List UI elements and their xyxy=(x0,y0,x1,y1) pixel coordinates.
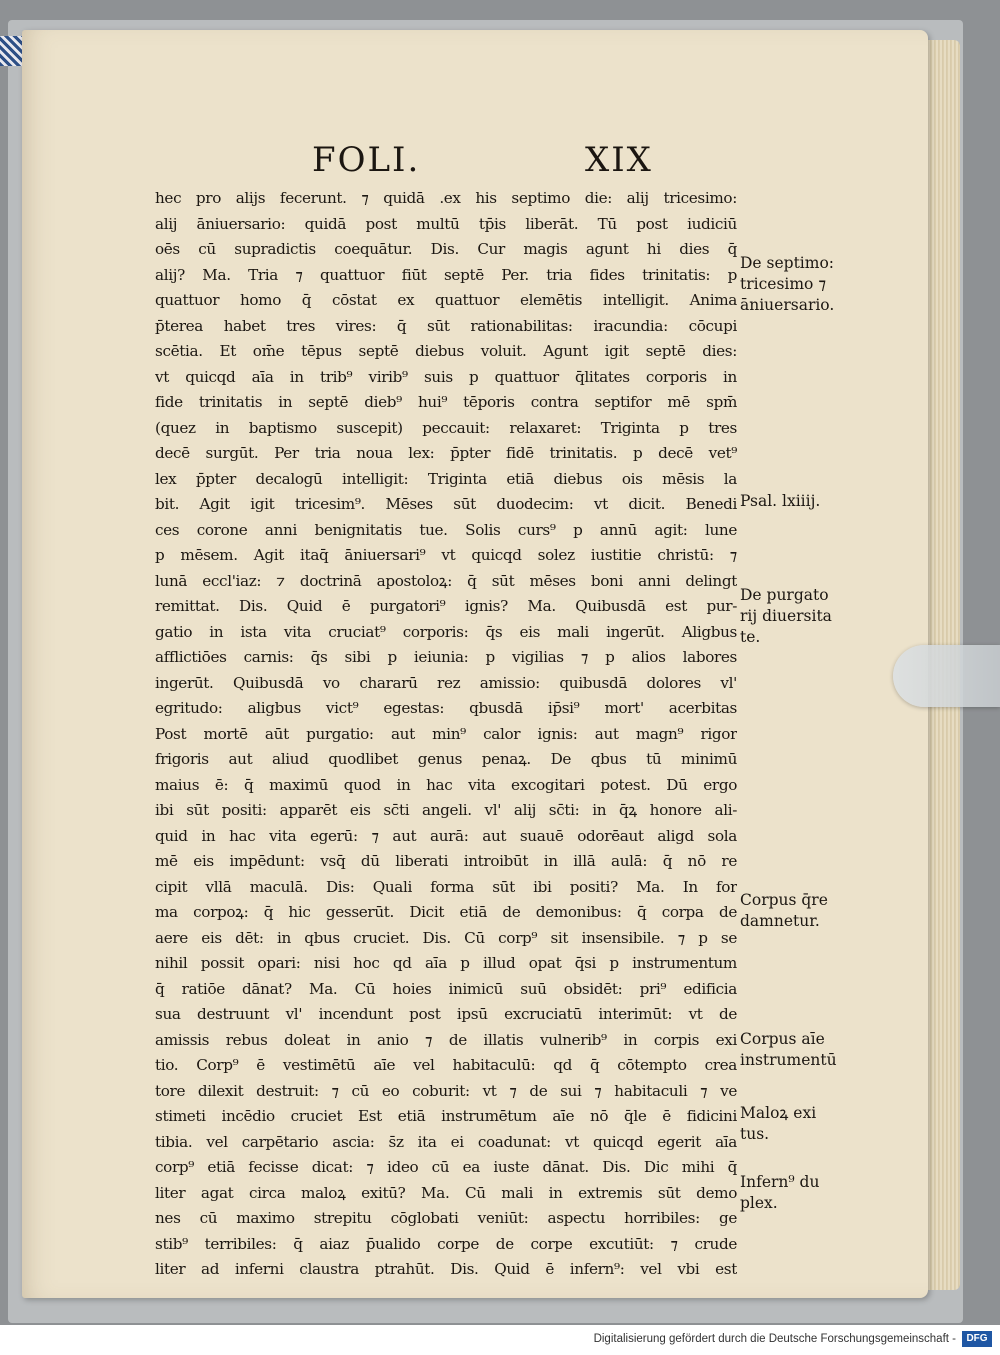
marginal-note xyxy=(740,1103,870,1145)
text-line: corp⁹ etiā fecisse dicat: ⁊ ideo cū ea iuste dānat. Dis. Dic mihi q̄ xyxy=(155,1158,737,1176)
marginal-note xyxy=(740,491,870,512)
text-line: vt quicqd aīa in trib⁹ virib⁹ suis p quattuor q̄litates corporis in xyxy=(155,367,737,386)
footer-credit: Digitalisierung gefördert durch die Deutsche Forschungsgemeinschaft - xyxy=(593,1333,956,1345)
text-line: lunā eccl'iaz: ⁊ doctrinā apostoloꝝ: q̄ sūt mēses boni anni delingt xyxy=(155,571,737,590)
text-line: alij āniuersario: quidā post multū tp̄is liberāt. Tū post iudiciū xyxy=(155,214,737,233)
text-line: p mēsem. Agit itaq̄ āniuersari⁹ vt quicqd solez iustitie christū: ⁊ xyxy=(155,546,737,564)
text-line: ingerūt. Quibusdā vo chararū rez amissio: quibusdā dolores vl' xyxy=(155,673,737,692)
text-line: aere eis dēt: in qbus cruciet. Dis. Cū corp⁹ sit insensibile. ⁊ p se xyxy=(155,928,737,947)
text-line: egritudo: aligbus vict⁹ egestas: qbusdā ip̄si⁹ mort' acerbitas xyxy=(155,699,737,717)
text-line: sua destruunt vl' incendunt post ipsū excruciatū interimūt: vt de xyxy=(155,1005,737,1023)
text-line: stimeti incēdio cruciet Est etiā instrumētum aīe nō q̄le ē fidicini xyxy=(155,1107,737,1125)
marginal-note xyxy=(740,1172,870,1214)
text-line: p̄terea habet tres vires: q̄ sūt rationabilitas: iracundia: cōcupi xyxy=(155,316,737,335)
text-line: liter agat circa maloꝝ exitū? Ma. Cū mali in extremis sūt demo xyxy=(155,1183,737,1202)
page-clip xyxy=(893,645,1000,707)
text-line: maius ē: q̄ maximū quod in hac vita excogitari potest. Dū ergo xyxy=(155,775,737,794)
folio-label: FOLI. xyxy=(312,140,421,180)
text-line: quid in hac vita egerū: ⁊ aut aurā: aut suauē odorēaut aligd sola xyxy=(155,826,737,845)
marginal-note-line: plex. xyxy=(740,1194,778,1212)
text-line: cipit vllā maculā. Dis: Quali forma sūt ibi positi? Ma. In for xyxy=(155,877,737,896)
marginal-note-line: Infern⁹ du xyxy=(740,1173,820,1191)
folio-number: XIX xyxy=(585,140,653,180)
marginal-note-line: instrumentū xyxy=(740,1051,837,1069)
dfg-logo: DFG xyxy=(962,1331,992,1347)
text-line: stib⁹ terribiles: q̄ aiaz p̄ualido corpe de corpe excutiūt: ⁊ crude xyxy=(155,1234,737,1253)
marginal-note-line: te. xyxy=(740,628,761,646)
text-line: nihil possit opari: nisi hoc qd aīa p illud opat q̄si p instrumentum xyxy=(155,954,737,972)
marginal-note xyxy=(740,1029,870,1071)
marginal-note-line: tricesimo ⁊ xyxy=(740,275,827,293)
text-line: nes cū maximo strepitu cōglobati veniūt: aspectu horribiles: ge xyxy=(155,1209,737,1227)
marginal-note-line: āniuersario. xyxy=(740,296,835,314)
text-line: quattuor homo q̄ cōstat ex quattuor elemētis intelligit. Anima xyxy=(155,291,737,309)
text-line: q̄ ratiōe dānat? Ma. Cū hoies inimicū suū obsidēt: pri⁹ edificia xyxy=(155,979,737,998)
marginal-note-line: Corpus aīe xyxy=(740,1030,825,1048)
text-line: ces corone anni benignitatis tue. Solis curs⁹ p annū agit: lune xyxy=(155,520,737,539)
text-line: gatio in ista vita cruciat⁹ corporis: q̄s eis mali ingerūt. Aligbus xyxy=(155,622,737,641)
marginal-note-line: De septimo: xyxy=(740,254,835,272)
main-text-column xyxy=(155,186,737,1283)
text-line: hec pro alijs fecerunt. ⁊ quidā .ex his septimo die: alij tricesimo: xyxy=(155,189,737,207)
text-line: tio. Corp⁹ ē vestimētū aīe vel habitaculū: qd q̄ cōtempto crea xyxy=(155,1056,737,1074)
text-line: remittat. Dis. Quid ē purgatori⁹ ignis? Ma. Quibusdā est pur- xyxy=(155,597,737,615)
marginal-note-line: damnetur. xyxy=(740,912,820,930)
marginal-note-line: Maloꝝ exi xyxy=(740,1104,817,1122)
text-line: bit. Agit igit tricesim⁹. Mēses sūt duodecim: vt dicit. Benedi xyxy=(155,495,737,513)
marginal-note xyxy=(740,253,870,316)
text-line: tibia. vel carpētario ascia: s̄z ita ei coadunat: vt quicqd egerit aīa xyxy=(155,1132,737,1151)
text-line: frigoris aut aliud quodlibet genus penaꝝ. De qbus tū minimū xyxy=(155,750,737,768)
text-line: mē eis impēdunt: vsq̄ dū liberati introibūt in illā aulā: q̄ nō re xyxy=(155,852,737,870)
marginal-note-line: Corpus q̄re xyxy=(740,891,828,909)
text-line: decē surgūt. Per tria noua lex: p̄pter fidē trinitatis. p decē vet⁹ xyxy=(155,444,737,462)
text-line: ma corpoꝝ: q̄ hic gesserūt. Dicit etiā de demonibus: q̄ corpa de xyxy=(155,903,737,921)
text-line: ibi sūt positi: apparēt eis sc̄ti angeli. vl' alij sc̄ti: in q̄ꝝ honore ali- xyxy=(155,801,737,819)
text-line: (quez in baptismo suscepit) peccauit: relaxaret: Triginta p tres xyxy=(155,418,737,437)
text-line: liter ad inferni claustra ptrahūt. Dis. Quid ē infern⁹: vel vbi est xyxy=(155,1260,737,1278)
text-line: alij? Ma. Tria ⁊ quattuor fiūt septē Per. tria fides trinitatis: p xyxy=(155,265,737,284)
text-line: scētia. Et om̄e tēpus septē diebus voluit. Agunt igit septē dies: xyxy=(155,342,737,360)
text-line: oēs cū supradictis coequātur. Dis. Cur magis agunt hi dies q̄ xyxy=(155,240,737,258)
marginal-note-line: rij diuersita xyxy=(740,607,832,625)
text-line: afflictiōes carnis: q̄s sibi p ieiunia: p vigilias ⁊ p alios labores xyxy=(155,648,737,666)
text-line: lex p̄pter decalogū intelligit: Triginta etiā diebus ois mēsis la xyxy=(155,469,737,488)
text-line: tore dilexit destruit: ⁊ cū eo coburit: vt ⁊ de sui ⁊ habitaculi ⁊ ve xyxy=(155,1081,737,1100)
marginal-note xyxy=(740,890,870,932)
text-line: Post mortē aūt purgatio: aut min⁹ calor ignis: aut magn⁹ rigor xyxy=(155,724,737,743)
text-line: fide trinitatis in septē dieb⁹ hui⁹ tēporis contra septifor mē spm̄ xyxy=(155,393,737,411)
footer-bar xyxy=(0,1325,1000,1355)
text-line: amissis rebus doleat in anio ⁊ de illatis vulnerib⁹ in corpis exi xyxy=(155,1030,737,1049)
marginal-note-line: De purgato xyxy=(740,586,829,604)
marginal-note-line: tus. xyxy=(740,1125,770,1143)
marginal-note xyxy=(740,585,870,648)
marginal-note-line: Psal. lxiiij. xyxy=(740,492,821,510)
